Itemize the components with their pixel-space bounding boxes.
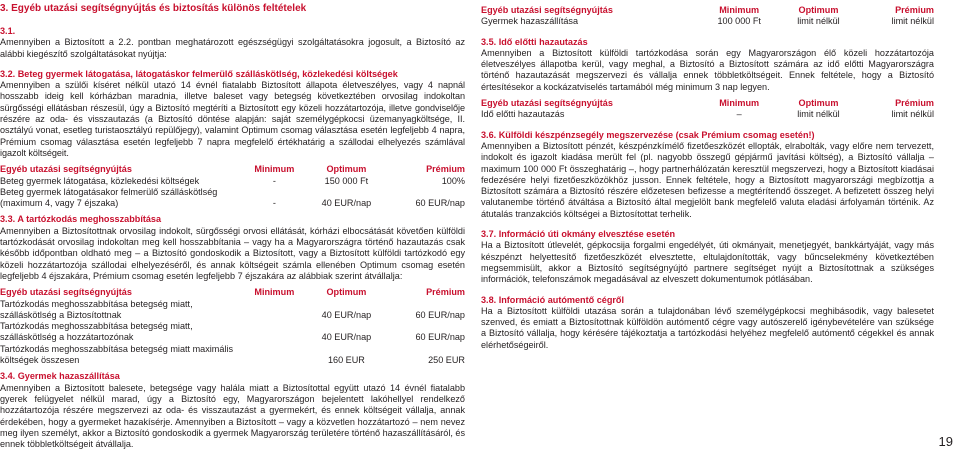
cell-name: Tartózkodás meghosszabbítása betegség miatt, szálláskötlség a Biztosítottnak (0, 298, 193, 320)
section-3-7-title: 3.7. Információ úti okmány elvesztése esetén (481, 229, 676, 240)
section-3-1-text: Amennyiben a Biztosított a 2.2. pontban meghatározott egészségügyi szolgáltatásokra jogosult, a Biztosító az alábbi kiegészítő szolgáltatásokat nyújtja: (0, 37, 465, 59)
table-row (0, 187, 465, 210)
cell-minimum: – (736, 109, 742, 120)
cell-premium: limit nélkül (891, 16, 934, 27)
table-3-2 (0, 164, 465, 209)
section-3-4-text-start: Amennyiben a Biztosított balesete, betegsége vagy halála miatt a Biztosítottal együtt utazó 14 évnél fiatalabb gyerek felügyelet nélkül marad, úgy a Biztosító egy, Magyarországon bejelentett lakóhellyel rendelkező hozzátartozója részére megszervezi az oda- és visszautazást a gyermekért, és ennek költségeit vállalja, annak érdekében, hogy a gyermeket hazakísérje. Amennyiben a Biztosított – vagy a közvetlen hozzátartozó – nem nevez meg ilyen személyt, akkor a Biztosító gondoskodik a gyermek Magyarország területére történő hazaszállításáról, és ennek többletköltségeit átvállalja. (0, 382, 466, 450)
section-3-3-title: 3.3. A tartózkodás meghosszabbítása (0, 214, 162, 225)
cell-minimum: - (272, 198, 276, 209)
col-header-premium: Prémium (895, 5, 934, 15)
section-3-7-text: Ha a Biztosított útlevelét, gépkocsija forgalmi engedélyét, úti okmányait, menetjegyét, bankkártyáját, vagy más készpénzt helyettesítő fizetőeszközét elvesztette, eltulajdonították, vagy bűncselekmény következtében megsemmisült, akkor a Biztosító segítségnyújtó partnere segítséget nyújt a Biztosítottnak a szükséges információk, telefonszámok megadásával az elveszett dokumentumok pótlásában. (481, 240, 934, 285)
cell-optimum: limit nélkül (797, 109, 840, 120)
section-3-6-title: 3.6. Külföldi készpénzsegély megszervezése (csak Prémium csomag esetén!) (481, 129, 815, 140)
table-row (0, 299, 465, 322)
section-3-6-text: Amennyiben a Biztosított pénzét, készpénzkímélő fizetőeszközét ellopták, elrabolták, vagy előre nem tervezett, indokolt és igazolt kiadása merült fel (pl. nagyobb összegű gépjármű javítási költség), a Biztosító vállalja – maximum 100 000 Ft összeghatárig –, hogy partnerhálózatán keresztül megszervezi, hogy a Biztosított kiadásai fedezésére helyi fizetőeszközökhöz jusson. Ennek feltétele, hogy a Biztosított magyarországi megbízottja a Biztosított számára a Biztosító részére előzetesen befizesse a megtérítendő összeget. A befizetett összeg helyi valutanembe történő átváltása a Biztosító által megjelölt bank megfelelő valuta eladási árfolyamán történik. Az átutalás tranzakciós költségei a Biztosítottat terhelik. (481, 140, 934, 219)
section-3-4-text (0, 383, 465, 451)
cell-name: Beteg gyermek látogatásakor felmerülő szálláskötlség (maximum 4, vagy 7 éjszaka) (0, 186, 218, 209)
col-header-name: Egyéb utazási segítségnyújtás (0, 164, 132, 175)
cell-premium: limit nélkül (891, 109, 934, 120)
table-row (481, 109, 934, 120)
chapter-heading: 3. Egyéb utazási segítségnyújtás és biztosítás különös feltételek (0, 3, 307, 14)
cell-premium: 60 EUR/nap (415, 332, 465, 343)
col-header-minimum: Minimum (254, 164, 295, 175)
cell-optimum: limit nélkül (797, 16, 840, 27)
cell-optimum: 150 000 Ft (324, 175, 369, 186)
table-row (0, 344, 465, 367)
col-header-optimum: Optimum (798, 98, 839, 109)
cell-minimum (242, 321, 307, 344)
cell-optimum: 40 EUR/nap (321, 198, 372, 209)
cell-name: Tartózkodás meghosszabbítása betegség miatt, szálláskötlség a hozzátartozónak (0, 321, 193, 343)
cell-minimum: - (272, 175, 276, 186)
cell-premium: 60 EUR/nap (415, 198, 465, 209)
table-3-3 (0, 287, 465, 366)
cell-name: Gyermek hazaszállítása (481, 16, 579, 27)
section-3-1-title: 3.1. (0, 26, 16, 36)
section-3-5-title: 3.5. Idő előtti hazautazás (481, 36, 588, 47)
col-header-premium: Prémium (895, 98, 934, 109)
col-header-name: Egyéb utazási segítségnyújtás (481, 98, 613, 109)
col-header-minimum: Minimum (719, 98, 760, 109)
cell-minimum (242, 299, 307, 322)
col-header-name: Egyéb utazási segítségnyújtás (481, 5, 613, 15)
section-3-5-text: Amennyiben a Biztosított külföldi tartózkodása során egy Magyarországon élő közeli hozzátartozója életveszélyes állapotba kerül, vagy meghal, a Biztosító a Biztosított számára az idő előtti Magyarországra történő hazautazását megszervezi és vállalja ennek többletköltségeit. Ennek feltétele, hogy a Biztosító értesítésekor a kockázatviselés tartamából még minimum 3 nap legyen. (481, 47, 934, 92)
section-3-3-text: Amennyiben a Biztosítottnak orvosilag indokolt, sürgősségi orvosi ellátását, kórházi elbocsátását követően külföldi tartózkodását orvosilag indokoltan meg kell hosszabbítania – vagy ha a Magyarországra történő hazautazás csak később időpontban oldható meg – a Biztosító gondoskodik a Biztosított, vagy a Biztosított külföldi tartózkodó egy közeli hozzátartozója szállodai elhelyezéséről, és annak költségeit számla ellenében Optimum csomag esetén legfeljebb 4 éjszakára, Prémium csomag esetén legfeljebb 7 éjszakára az alábbiak szerint átvállalja: (0, 225, 465, 281)
table-header (481, 5, 934, 16)
table-row (0, 321, 465, 344)
section-3-8-title: 3.8. Információ autómentő cégről (481, 294, 625, 305)
col-header-optimum: Optimum (326, 164, 367, 175)
cell-name: Beteg gyermek látogatása, közlekedési költségek (0, 175, 200, 186)
cell-name: Tartózkodás meghosszabbítása betegség miatt maximális költségek összesen (0, 343, 234, 366)
table-3-5 (481, 98, 934, 121)
table-row (481, 16, 934, 27)
page-number: 19 (938, 433, 953, 449)
right-column (481, 0, 934, 351)
cell-minimum: 100 000 Ft (717, 16, 761, 27)
table-header (0, 287, 465, 298)
cell-premium: 250 EUR (428, 355, 465, 366)
cell-optimum: 40 EUR/nap (321, 332, 372, 343)
section-3-2-text: Amennyiben a szülői kíséret nélkül utazó 14 évnél fiatalabb Biztosított állapota életveszélyes, vagy 4 napnál hosszabb ideig kell kórházban maradnia, illetve baleset vagy betegség következtében orvosilag indokoltan sürgősségi ellátásban részesül, úgy a Biztosító megtéríti a Biztosított egy közeli hozzátartozója, illetve gondviselője részére az oda- és visszautazás (a Biztosító döntése alapján: saját személygépkocsi üzemanyagköltsége, II. osztályú vonat, esetleg turistaosztályú repülőjegy), valamint Optimum csomag választása esetén legfeljebb 4 napra, Prémium csomag választása esetén legfeljebb 7 napra megfelelő értékhatárig a szállodai elhelyezés számlával igazolt költségeit. (0, 80, 465, 158)
table-row (0, 176, 465, 187)
table-header (481, 98, 934, 109)
cell-premium: 60 EUR/nap (415, 309, 465, 320)
col-header-optimum: Optimum (326, 287, 367, 298)
table-header (0, 164, 465, 175)
col-header-optimum: Optimum (798, 5, 839, 15)
col-header-premium: Prémium (426, 164, 465, 175)
cell-name: Idő előtti hazautazás (481, 109, 565, 120)
cell-premium: 100% (441, 175, 465, 186)
col-header-minimum: Minimum (254, 287, 295, 298)
section-3-4-title: 3.4. Gyermek hazaszállítása (0, 371, 120, 382)
table-3-4 (481, 5, 934, 28)
section-3-8-text: Ha a Biztosított külföldi utazása során a tulajdonában lévő személygépkocsi meghibásodik, vagy balesetet szenved, és emiatt a Biztosítottnak külföldön autómentő cégre vagy autószerelő igénybevételére van szüksége a Biztosító vállalja, hogy kérésére tájékoztatja a tartózkodási helyéhez megfelelő autómentő cégekkel és annak elérhetőségeiről. (481, 305, 934, 350)
cell-minimum (242, 344, 307, 367)
section-3-2-title: 3.2. Beteg gyermek látogatása, látogatáskor felmerülő szálláskötlség, közlekedési költségek (0, 68, 398, 79)
col-header-name: Egyéb utazási segítségnyújtás (0, 287, 132, 298)
cell-optimum: 160 EUR (327, 355, 365, 366)
cell-optimum: 40 EUR/nap (321, 309, 372, 320)
col-header-premium: Prémium (426, 287, 465, 298)
col-header-minimum: Minimum (719, 5, 760, 15)
left-column (0, 0, 465, 450)
